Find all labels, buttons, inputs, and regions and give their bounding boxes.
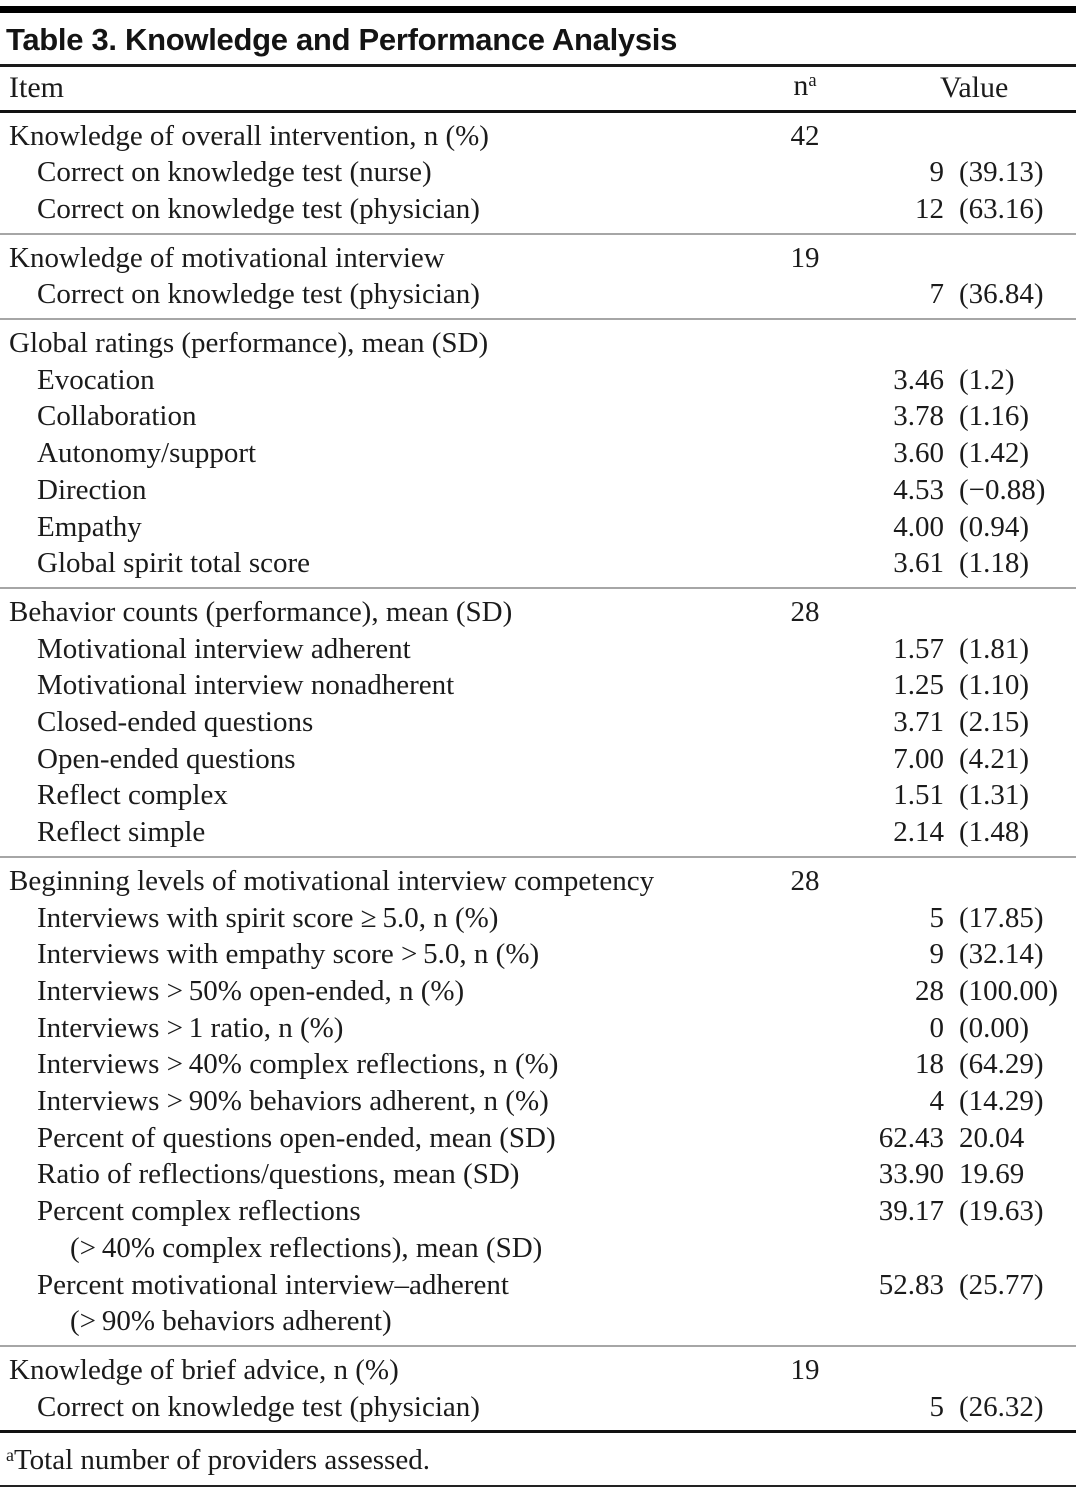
row-item-label: Empathy: [37, 510, 142, 543]
table-section: [0, 858, 1076, 1345]
table-row: [0, 1267, 1076, 1304]
row-item-label: Autonomy/support: [37, 437, 257, 470]
row-value-number: 3.60: [893, 437, 944, 470]
table-row: [0, 1230, 1076, 1267]
row-n-value: [760, 191, 850, 228]
row-value-secondary: (−0.88): [959, 473, 1046, 506]
row-value-secondary: (36.84): [959, 278, 1044, 311]
table-row: [0, 1352, 1076, 1389]
table-section: [0, 320, 1076, 587]
row-n-value: [760, 1010, 850, 1047]
row-n-value: [760, 777, 850, 814]
row-item-label: Interviews > 40% complex reflections, n (%): [37, 1048, 559, 1081]
row-n-value: 19: [790, 1354, 820, 1386]
row-n-value: [760, 154, 850, 191]
row-item-label: Correct on knowledge test (physician): [37, 1390, 480, 1423]
table-row: [0, 936, 1076, 973]
row-value-number: 4.00: [893, 510, 944, 543]
row-n-value: [760, 1303, 850, 1340]
table-row: [0, 1303, 1076, 1340]
table-row: [0, 973, 1076, 1010]
row-value-secondary: (1.48): [959, 816, 1030, 849]
row-item-label: Reflect complex: [37, 779, 228, 812]
table-row: [0, 435, 1076, 472]
table-row: [0, 398, 1076, 435]
row-value: [850, 398, 1076, 435]
table-row: [0, 545, 1076, 582]
row-value-number: 39.17: [878, 1195, 944, 1228]
row-value-secondary: (1.81): [959, 632, 1030, 665]
row-n-value: [760, 631, 850, 668]
row-n-value: [760, 509, 850, 546]
row-value: [850, 118, 1076, 155]
row-item-label: (> 40% complex reflections), mean (SD): [70, 1231, 543, 1264]
column-header-n-label: n: [793, 68, 809, 102]
row-value: [850, 276, 1076, 313]
table-section: [0, 1347, 1076, 1430]
row-n-value: [760, 398, 850, 435]
row-value-secondary: (0.00): [959, 1011, 1030, 1044]
row-value: [850, 900, 1076, 937]
row-value-secondary: (0.94): [959, 510, 1030, 543]
table-row: [0, 1156, 1076, 1193]
row-item-label: Motivational interview nonadherent: [37, 669, 455, 702]
row-item-label: Ratio of reflections/questions, mean (SD): [37, 1158, 520, 1191]
row-value-number: 4.53: [893, 473, 944, 506]
row-item-label: Global spirit total score: [37, 547, 311, 580]
row-n-value: 28: [790, 864, 820, 897]
table-section: [0, 589, 1076, 856]
table-row: [0, 704, 1076, 741]
row-value: [850, 240, 1076, 277]
table-row: [0, 667, 1076, 704]
row-item-label: Behavior counts (performance), mean (SD): [9, 595, 513, 628]
row-n-value: [760, 973, 850, 1010]
row-value: [850, 1389, 1076, 1426]
table-row: [0, 118, 1076, 155]
row-value: [850, 1083, 1076, 1120]
row-n-value: [760, 1156, 850, 1193]
table-row: [0, 777, 1076, 814]
row-value-secondary: (25.77): [959, 1268, 1044, 1301]
row-n-value: [760, 667, 850, 704]
row-value-secondary: (2.15): [959, 706, 1030, 739]
table-row: [0, 362, 1076, 399]
row-value: [850, 435, 1076, 472]
row-value-secondary: (100.00): [959, 974, 1059, 1007]
table-header-row: [0, 67, 1076, 110]
row-value: [850, 777, 1076, 814]
row-item-label: Collaboration: [37, 400, 197, 433]
row-value-secondary: (63.16): [959, 192, 1044, 225]
row-value-secondary: 19.69: [959, 1158, 1025, 1191]
table-row: [0, 191, 1076, 228]
row-value-number: 2.14: [893, 816, 944, 849]
row-value: [850, 594, 1076, 631]
row-n-value: [760, 1267, 850, 1304]
table-section: [0, 113, 1076, 233]
table-section: [0, 235, 1076, 318]
table-row: [0, 276, 1076, 313]
row-item-label: Interviews with spirit score ≥ 5.0, n (%): [37, 901, 499, 934]
row-n-value: [760, 1193, 850, 1230]
row-value: [850, 973, 1076, 1010]
table-footnote: [0, 1433, 1076, 1485]
row-item-label: Percent complex reflections: [37, 1195, 361, 1228]
row-value-number: 33.90: [878, 1158, 944, 1191]
row-n-value: [760, 435, 850, 472]
column-header-value: Value: [940, 70, 1009, 104]
row-n-value: [760, 814, 850, 851]
top-rule: [0, 6, 1076, 13]
row-item-label: Knowledge of overall intervention, n (%): [9, 119, 489, 152]
row-item-label: Global ratings (performance), mean (SD): [9, 327, 489, 360]
table-row: [0, 1120, 1076, 1157]
table-row: [0, 1083, 1076, 1120]
row-value-secondary: (1.16): [959, 400, 1030, 433]
row-n-value: 19: [790, 241, 820, 274]
row-value: [850, 154, 1076, 191]
row-item-label: Percent motivational interview–adherent: [37, 1268, 509, 1301]
row-value-number: 62.43: [878, 1121, 944, 1154]
row-value-number: 7: [929, 278, 944, 311]
table-row: [0, 1389, 1076, 1426]
footnote-text: Total number of providers assessed.: [13, 1443, 430, 1476]
row-value-number: 5: [929, 901, 944, 934]
row-n-value: [760, 325, 850, 362]
table-row: [0, 1193, 1076, 1230]
row-value: [850, 1156, 1076, 1193]
table-row: [0, 1046, 1076, 1083]
row-value: [850, 191, 1076, 228]
row-n-value: [760, 704, 850, 741]
row-value-number: 1.57: [893, 632, 944, 665]
row-item-label: Correct on knowledge test (physician): [37, 278, 480, 311]
row-item-label: Open-ended questions: [37, 742, 296, 775]
row-value-secondary: (39.13): [959, 156, 1044, 189]
row-value-secondary: (1.31): [959, 779, 1030, 812]
row-value-number: 12: [915, 192, 944, 225]
row-value: [850, 1120, 1076, 1157]
row-value-number: 52.83: [878, 1268, 944, 1301]
row-value-number: 9: [929, 938, 944, 971]
row-value: [850, 545, 1076, 582]
row-item-label: Interviews > 90% behaviors adherent, n (%): [37, 1085, 549, 1118]
row-n-value: [760, 472, 850, 509]
table-row: [0, 631, 1076, 668]
table-row: [0, 900, 1076, 937]
table-row: [0, 509, 1076, 546]
row-n-value: [760, 900, 850, 937]
row-n-value: [760, 545, 850, 582]
row-value-number: 0: [929, 1011, 944, 1044]
row-value-secondary: (64.29): [959, 1048, 1044, 1081]
row-value-secondary: (14.29): [959, 1085, 1044, 1118]
row-item-label: Interviews with empathy score > 5.0, n (%): [37, 938, 540, 971]
table-row: [0, 863, 1076, 900]
row-value: [850, 814, 1076, 851]
row-item-label: Interviews > 50% open-ended, n (%): [37, 974, 465, 1007]
row-value-secondary: (4.21): [959, 742, 1030, 775]
row-value-number: 4: [929, 1085, 944, 1118]
row-value-secondary: (26.32): [959, 1390, 1044, 1423]
table-row: [0, 325, 1076, 362]
row-item-label: Interviews > 1 ratio, n (%): [37, 1011, 344, 1044]
table-row: [0, 240, 1076, 277]
row-item-label: Correct on knowledge test (nurse): [37, 156, 432, 189]
row-value: [850, 1303, 1076, 1340]
row-value-secondary: (1.18): [959, 547, 1030, 580]
row-value: [850, 667, 1076, 704]
row-item-label: Correct on knowledge test (physician): [37, 192, 480, 225]
table-row: [0, 472, 1076, 509]
row-value-number: 1.25: [893, 669, 944, 702]
row-value: [850, 1267, 1076, 1304]
column-header-n-superscript: a: [808, 70, 817, 92]
table-body: [0, 113, 1076, 1431]
row-item-label: Motivational interview adherent: [37, 632, 411, 665]
row-value: [850, 362, 1076, 399]
row-value-secondary: (19.63): [959, 1195, 1044, 1228]
row-n-value: 42: [790, 119, 820, 152]
row-n-value: 28: [790, 595, 820, 628]
row-value-number: 1.51: [893, 779, 944, 812]
row-value: [850, 325, 1076, 362]
row-value-number: 3.46: [893, 363, 944, 396]
row-value-number: 28: [915, 974, 944, 1007]
row-item-label: Beginning levels of motivational interview competency: [9, 864, 655, 897]
row-n-value: [760, 741, 850, 778]
table-row: [0, 594, 1076, 631]
row-n-value: [760, 1389, 850, 1426]
row-value-secondary: 20.04: [959, 1121, 1025, 1154]
row-value: [850, 1230, 1076, 1267]
row-value: [850, 936, 1076, 973]
row-value: [850, 1046, 1076, 1083]
row-value-secondary: (32.14): [959, 938, 1044, 971]
row-value: [850, 631, 1076, 668]
row-value-secondary: (1.10): [959, 669, 1030, 702]
column-header-n: [760, 68, 850, 109]
column-header-item: Item: [9, 70, 64, 104]
row-value-number: 3.78: [893, 400, 944, 433]
table-row: [0, 814, 1076, 851]
row-value: [850, 1193, 1076, 1230]
row-value-number: 5: [929, 1390, 944, 1423]
row-item-label: Percent of questions open-ended, mean (SD): [37, 1121, 556, 1154]
row-item-label: Reflect simple: [37, 816, 206, 849]
table-title: Table 3. Knowledge and Performance Analysis: [6, 22, 678, 57]
row-item-label: (> 90% behaviors adherent): [70, 1305, 392, 1338]
row-value: [850, 1010, 1076, 1047]
row-n-value: [760, 1046, 850, 1083]
row-value-number: 18: [915, 1048, 944, 1081]
row-value: [850, 863, 1076, 900]
row-item-label: Knowledge of motivational interview: [9, 241, 445, 274]
row-value-number: 9: [929, 156, 944, 189]
row-value-secondary: (1.2): [959, 363, 1015, 396]
row-value: [850, 704, 1076, 741]
row-value: [850, 1352, 1076, 1389]
row-value-number: 7.00: [893, 742, 944, 775]
row-value-number: 3.61: [893, 547, 944, 580]
row-value: [850, 472, 1076, 509]
row-item-label: Closed-ended questions: [37, 706, 314, 739]
row-value-secondary: (1.42): [959, 437, 1030, 470]
row-item-label: Evocation: [37, 363, 155, 396]
row-item-label: Direction: [37, 473, 147, 506]
table-row: [0, 1010, 1076, 1047]
row-value: [850, 741, 1076, 778]
row-item-label: Knowledge of brief advice, n (%): [9, 1354, 399, 1386]
row-value: [850, 509, 1076, 546]
table-row: [0, 741, 1076, 778]
row-n-value: [760, 1083, 850, 1120]
row-n-value: [760, 936, 850, 973]
row-value-number: 3.71: [893, 706, 944, 739]
row-value-secondary: (17.85): [959, 901, 1044, 934]
row-n-value: [760, 276, 850, 313]
row-n-value: [760, 1230, 850, 1267]
bottom-rule: [0, 1485, 1076, 1487]
row-n-value: [760, 362, 850, 399]
footnote-marker: a: [6, 1444, 14, 1465]
table-row: [0, 154, 1076, 191]
row-n-value: [760, 1120, 850, 1157]
